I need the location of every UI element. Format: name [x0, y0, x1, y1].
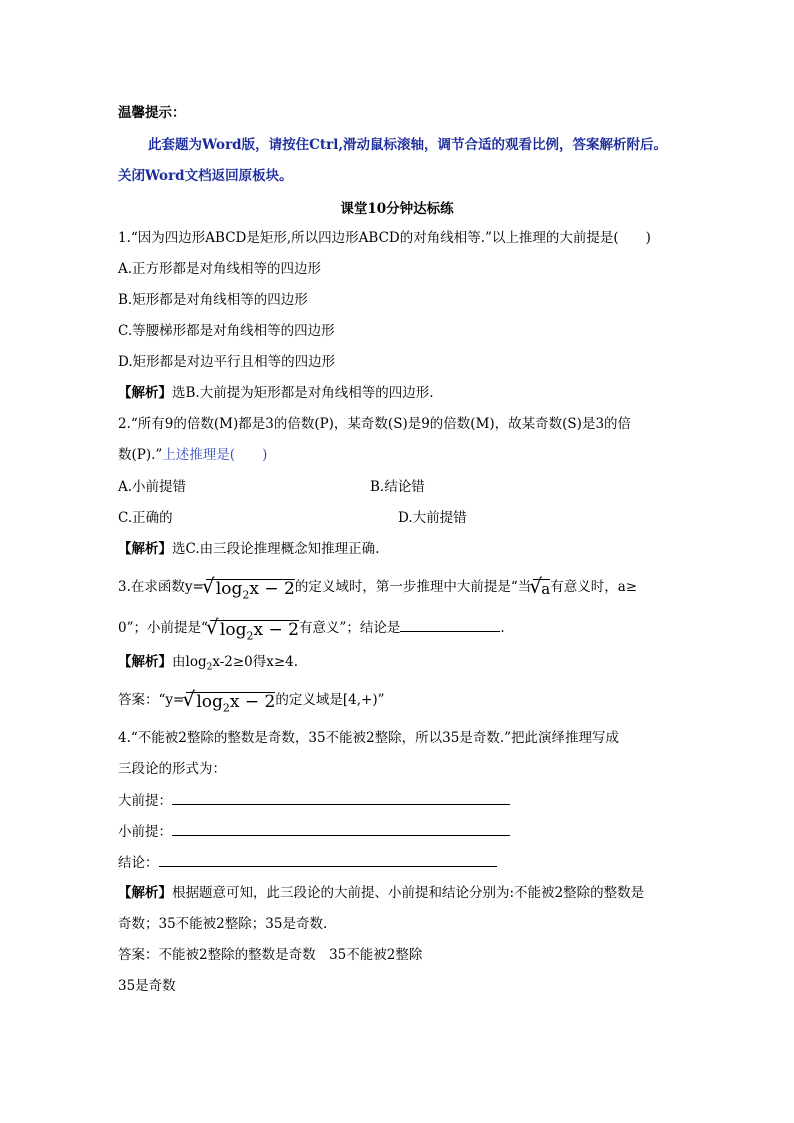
q1-analysis	[118, 383, 434, 403]
q3-line2-b: 有意义”；结论是	[298, 620, 401, 636]
q3-answer-b: 的定义域是[4,+)”	[275, 692, 385, 708]
q1-option-b: B.矩形都是对角线相等的四边形	[118, 292, 308, 308]
q2-option-b: B.结论错	[370, 479, 425, 495]
q1-option-d: D.矩形都是对边平行且相等的四边形	[118, 354, 336, 370]
q3-analysis-a: 由log	[172, 654, 207, 670]
analysis-tag: 【解析】	[118, 885, 172, 901]
log-text: log	[196, 692, 223, 712]
log-base: 2	[242, 588, 250, 602]
q2-option-d: D.大前提错	[398, 510, 467, 526]
analysis-tag: 【解析】	[118, 541, 172, 557]
sqrt-a-text: a	[541, 580, 551, 598]
q3-stem-c: 有意义时，a≥	[550, 579, 638, 595]
tip-heading: 温馨提示：	[118, 105, 186, 121]
q2-option-a: A.小前提错	[118, 479, 187, 495]
log-base: 2	[222, 701, 230, 715]
q2-stem-line-1: 2.“所有9的倍数(M)都是3的倍数(P)，某奇数(S)是9的倍数(M)，故某奇数(S)是3的倍	[118, 416, 632, 432]
q4-analysis-1: 根据题意可知，此三段论的大前提、小前提和结论分别为:不能被2整除的整数是	[172, 885, 645, 901]
q4-minor-premise	[118, 821, 510, 842]
analysis-tag: 【解析】	[118, 654, 172, 670]
q2-stem-line-2a: 数(P).”	[118, 447, 163, 463]
tip-line-2: 关闭Word文档返回原板块。	[118, 168, 293, 184]
q3-stem-b: 的定义域时，第一步推理中大前提是“当	[294, 579, 532, 595]
sqrt-expression	[210, 620, 299, 645]
minor-blank	[172, 821, 510, 836]
q3-analysis-b: x-2≥0得x≥4.	[212, 654, 299, 670]
q2-analysis-text: 选C.由三段论推理概念知推理正确.	[172, 541, 380, 557]
q2-option-c: C.正确的	[118, 510, 173, 526]
q3-answer-a: 答案：“y=	[118, 692, 185, 708]
minor-label: 小前提：	[118, 824, 172, 840]
log-rest: x − 2	[229, 692, 276, 712]
q4-analysis-line-1	[118, 883, 644, 903]
q1-option-a: A.正方形都是对角线相等的四边形	[118, 261, 322, 277]
q4-answer-line-2: 35是奇数	[118, 978, 176, 994]
conclusion-blank	[159, 852, 497, 867]
sqrt-expression	[186, 692, 275, 717]
q2-stem-line-2	[118, 445, 267, 465]
sqrt-expression	[206, 579, 295, 604]
q3-stem-line-2	[118, 617, 505, 645]
q3-line2-a: 0”；小前提是“	[118, 620, 208, 636]
log-base: 2	[246, 629, 254, 643]
q1-option-c: C.等腰梯形都是对角线相等的四边形	[118, 323, 335, 339]
major-blank	[172, 790, 510, 805]
q4-stem-line-2: 三段论的形式为：	[118, 761, 226, 777]
sqrt-a	[533, 579, 550, 598]
q4-answer-line-1: 答案：不能被2整除的整数是奇数 35不能被2整除	[118, 947, 423, 963]
log-text: log	[215, 579, 243, 599]
q3-analysis	[118, 652, 298, 678]
q1-stem: 1.“因为四边形ABCD是矩形,所以四边形ABCD的对角线相等.”以上推理的大前提是( )	[118, 230, 651, 246]
analysis-tag: 【解析】	[118, 385, 172, 401]
q4-conclusion	[118, 852, 497, 873]
log-text: log	[219, 620, 247, 640]
q3-stem-line-1	[118, 577, 637, 604]
q4-stem-line-1: 4.“不能被2整除的整数是奇数，35不能被2整除，所以35是奇数.”把此演绎推理写成	[118, 730, 620, 746]
q3-line2-end: .	[500, 620, 505, 636]
major-label: 大前提：	[118, 793, 172, 809]
log-rest: x − 2	[253, 620, 299, 640]
q4-analysis-line-2: 奇数；35不能被2整除；35是奇数.	[118, 916, 328, 932]
q3-stem-a: 3.在求函数y=	[118, 579, 204, 595]
log-rest: x − 2	[249, 579, 295, 599]
q3-analysis-sub: 2	[206, 662, 213, 673]
section-title: 课堂10分钟达标练	[340, 201, 454, 217]
q1-analysis-text: 选B.大前提为矩形都是对角线相等的四边形.	[172, 385, 434, 401]
q2-stem-line-2b: 上述推理是( )	[162, 447, 268, 463]
q2-analysis	[118, 539, 379, 559]
conclusion-label: 结论：	[118, 855, 159, 871]
q4-major-premise	[118, 790, 510, 811]
answer-blank	[400, 617, 500, 632]
q3-answer	[118, 690, 385, 717]
tip-line-1: 此套题为Word版，请按住Ctrl,滑动鼠标滚轴，调节合适的观看比例，答案解析附后。	[148, 137, 668, 153]
